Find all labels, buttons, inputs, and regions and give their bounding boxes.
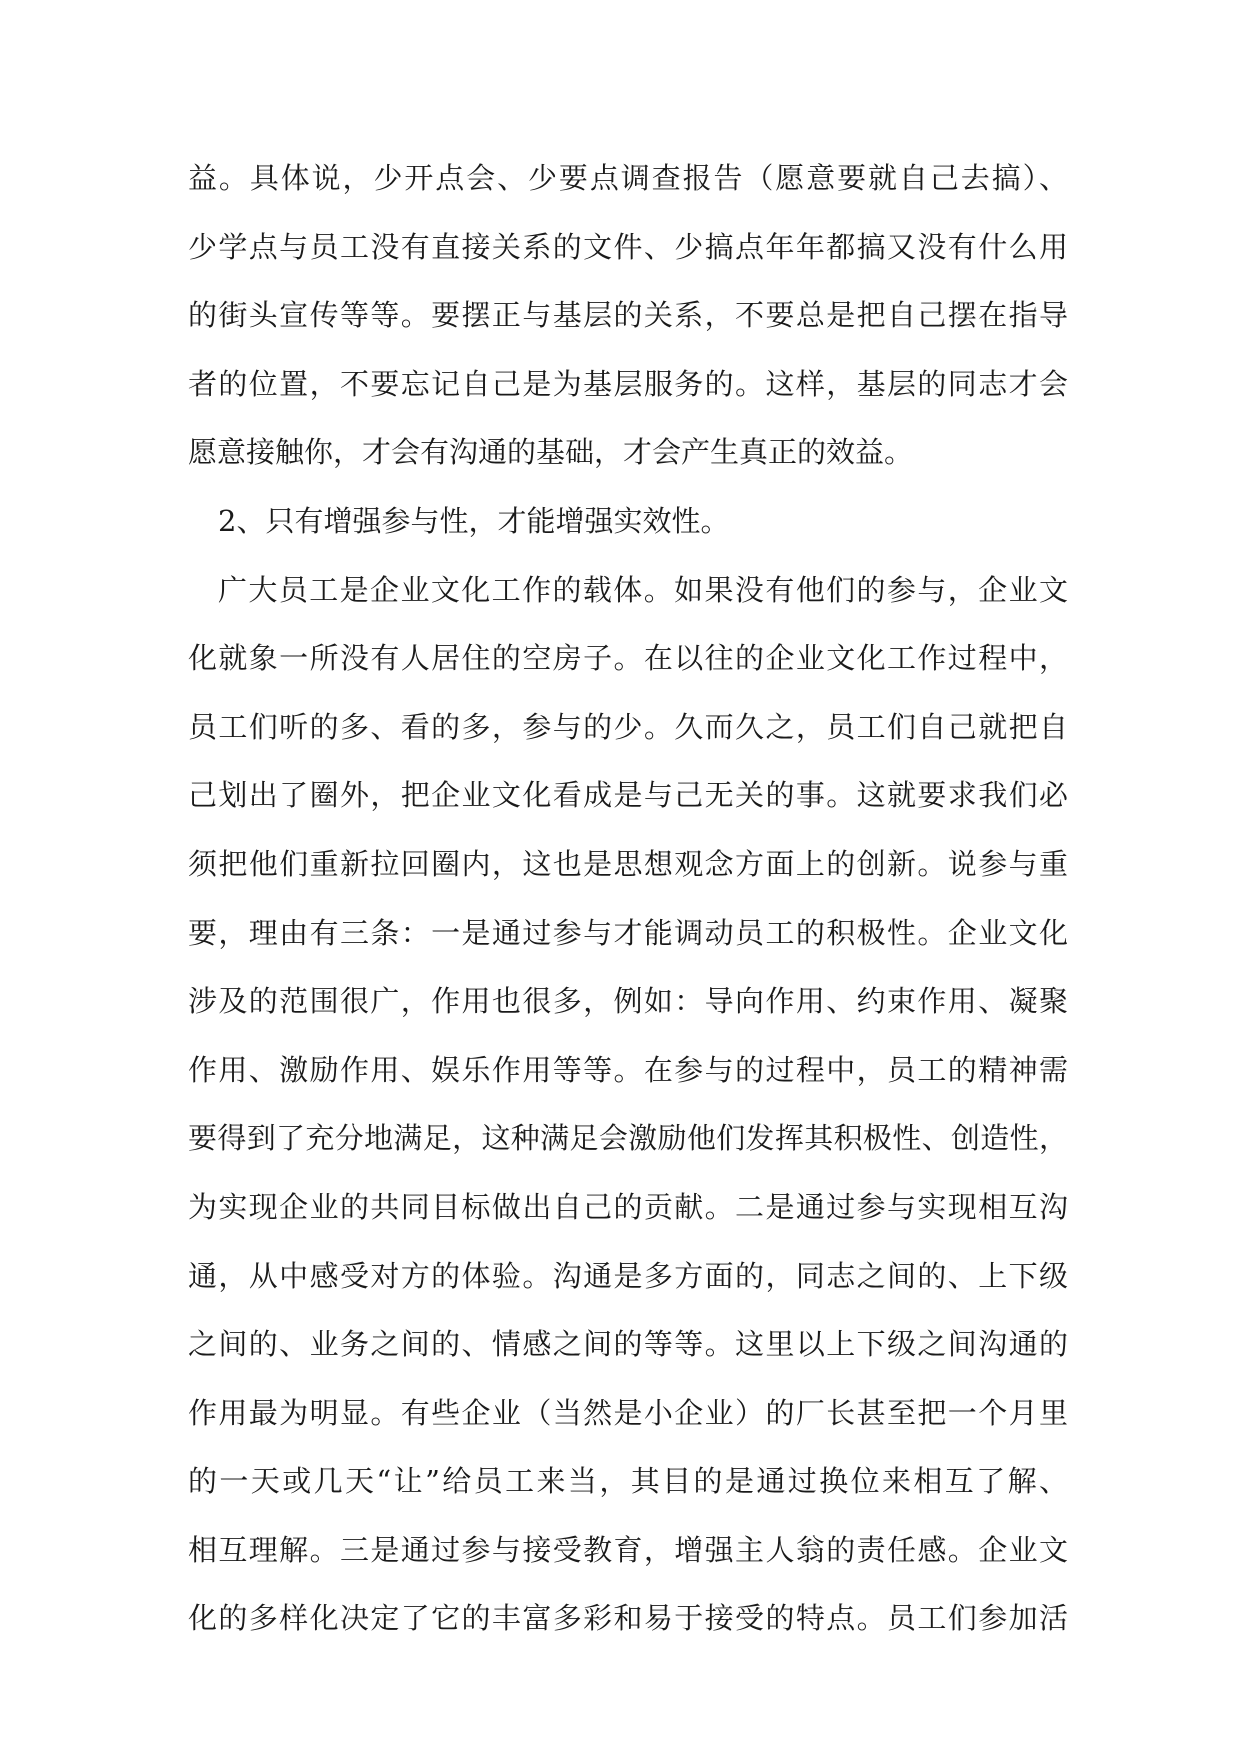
text-line: 要得到了充分地满足，这种满足会激励他们发挥其积极性、创造性， [188, 1121, 1068, 1156]
text-line: 化的多样化决定了它的丰富多彩和易于接受的特点。员工们参加活 [188, 1601, 1068, 1636]
text-line: 己划出了圈外，把企业文化看成是与己无关的事。这就要求我们必 [188, 778, 1068, 813]
text-line: 要，理由有三条：一是通过参与才能调动员工的积极性。企业文化 [188, 915, 1068, 950]
text-line: 愿意接触你，才会有沟通的基础，才会产生真正的效益。 [188, 435, 914, 470]
text-line: 广大员工是企业文化工作的载体。如果没有他们的参与，企业文 [218, 572, 1068, 607]
text-line: 者的位置，不要忘记自己是为基层服务的。这样，基层的同志才会 [188, 366, 1068, 401]
text-line: 作用最为明显。有些企业（当然是小企业）的厂长甚至把一个月里 [188, 1395, 1068, 1430]
text-line: 通，从中感受对方的体验。沟通是多方面的，同志之间的、上下级 [188, 1258, 1068, 1293]
body-text [188, 158, 1068, 1667]
text-line: 之间的、业务之间的、情感之间的等等。这里以上下级之间沟通的 [188, 1327, 1068, 1362]
text-line: 相互理解。三是通过参与接受教育，增强主人翁的责任感。企业文 [188, 1532, 1068, 1567]
text-line: 为实现企业的共同目标做出自己的贡献。二是通过参与实现相互沟 [188, 1189, 1068, 1224]
text-line: 须把他们重新拉回圈内，这也是思想观念方面上的创新。说参与重 [188, 846, 1068, 881]
text-line: 少学点与员工没有直接关系的文件、少搞点年年都搞又没有什么用 [188, 229, 1068, 264]
text-line: 化就象一所没有人居住的空房子。在以往的企业文化工作过程中， [188, 641, 1068, 676]
text-line: 涉及的范围很广，作用也很多，例如：导向作用、约束作用、凝聚 [188, 984, 1068, 1019]
text-line: 作用、激励作用、娱乐作用等等。在参与的过程中，员工的精神需 [188, 1052, 1068, 1087]
text-line: 的一天或几天“让”给员工来当，其目的是通过换位来相互了解、 [188, 1464, 1068, 1499]
text-line: 益。具体说，少开点会、少要点调查报告（愿意要就自己去搞）、 [188, 161, 1068, 195]
text-line: 员工们听的多、看的多，参与的少。久而久之，员工们自己就把自 [188, 709, 1068, 744]
text-line: 的街头宣传等等。要摆正与基层的关系，不要总是把自己摆在指导 [188, 298, 1068, 333]
section-heading: 2、只有增强参与性，才能增强实效性。 [218, 503, 730, 538]
